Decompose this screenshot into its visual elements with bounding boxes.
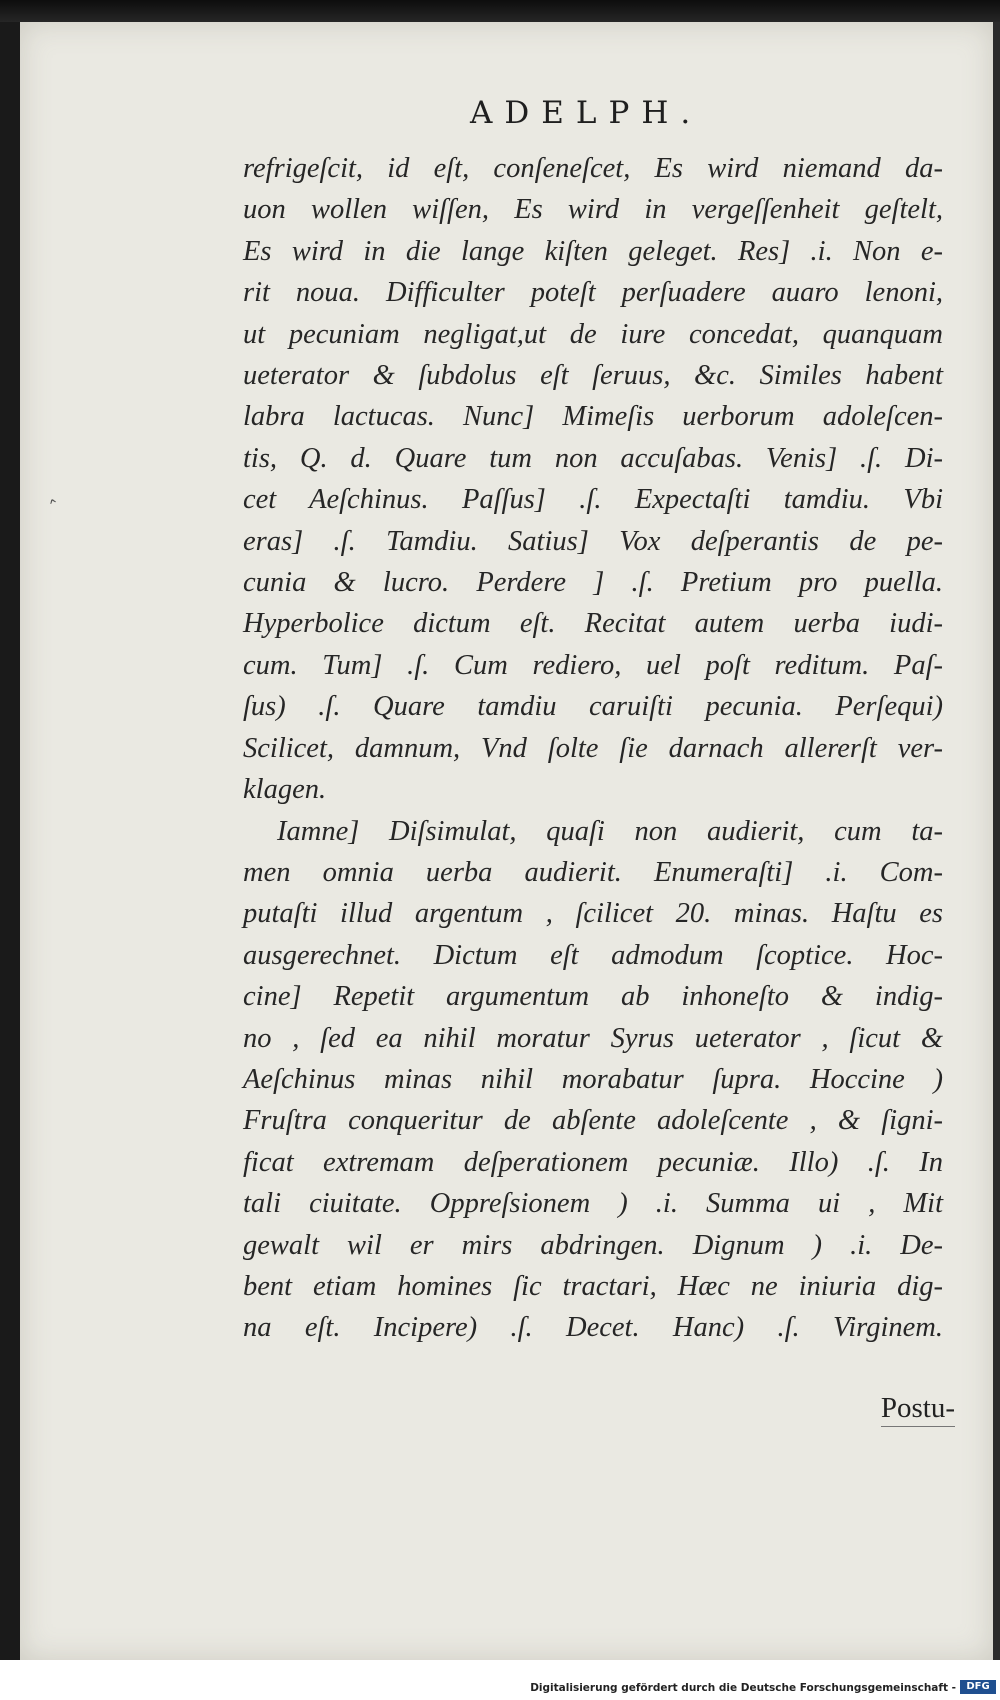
text-line: ficat extremam deſperationem pecuniæ. Illo) .ſ. In [243,1146,943,1178]
text-line: gewalt wil er mirs abdringen. Dignum ) .i. De- [243,1229,943,1261]
digitization-credit: Digitalisierung gefördert durch die Deutsche Forschungsgemeinschaft - [530,1682,956,1694]
running-head: ADELPH. [470,95,703,131]
text-line: tis, Q. d. Quare tum non accuſabas. Venis] .ſ. Di- [243,442,943,474]
text-line: Es wird in die lange kiſten geleget. Res] .i. Non e- [243,235,943,267]
text-line: ut pecuniam negligat,ut de iure concedat, quanquam [243,318,943,350]
text-line: putaſti illud argentum , ſcilicet 20. minas. Haſtu es [243,898,943,930]
page-edge [993,22,1000,1660]
text-line: cum. Tum] .ſ. Cum rediero, uel poſt reditum. Paſ- [243,649,943,681]
commentary-text [243,148,943,1349]
text-line: cunia & lucro. Perdere ] .ſ. Pretium pro puella. [243,567,943,599]
text-line: Aeſchinus minas nihil morabatur ſupra. Hoccine ) [243,1063,943,1095]
text-line: Iamne] Diſsimulat, quaſi non audierit, cum ta- [277,815,943,847]
catchword: Postu- [881,1392,955,1427]
text-line: no , ſed ea nihil moratur Syrus ueterator , ſicut & [243,1022,943,1054]
text-line: tali ciuitate. Oppreſsionem ) .i. Summa ui , Mit [243,1188,943,1220]
text-line: ueterator & ſubdolus eſt ſeruus, &c. Similes habent [243,360,943,392]
footer-bar [0,1660,1000,1700]
text-line: refrigeſcit, id eſt, conſeneſcet, Es wird niemand da- [243,153,943,184]
text-line: men omnia uerba audierit. Enumeraſti] .i. Com- [243,856,943,888]
text-line: eras] .ſ. Tamdiu. Satius] Vox deſperantis de pe- [243,525,943,557]
scan-top-shadow [0,0,1000,22]
text-line: bent etiam homines ſic tractari, Hæc ne iniuria dig- [243,1270,943,1302]
text-line: Scilicet, damnum, Vnd ſolte ſie darnach allererſt ver- [243,732,943,764]
text-line: uon wollen wiſſen, Es wird in vergeſſenheit geſtelt, [243,194,943,226]
text-line: klagen. [243,774,327,806]
text-line: cine] Repetit argumentum ab inhoneſto & indig- [243,981,943,1013]
text-line: ausgerechnet. Dictum eſt admodum ſcoptice. Hoc- [243,939,943,971]
text-line: cet Aeſchinus. Paſſus] .ſ. Expectaſti tamdiu. Vbi [243,484,943,516]
catchword-container [845,1392,955,1425]
text-line: Fruſtra conqueritur de abſente adoleſcente , & ſigni- [243,1105,943,1137]
text-line: ſus) .ſ. Quare tamdiu caruiſti pecunia. Perſequi) [243,691,943,723]
text-line: Hyperbolice dictum eſt. Recitat autem uerba iudi- [243,608,943,640]
dfg-logo: DFG [960,1680,996,1694]
margin-mark: ˆ [46,495,64,521]
text-line: na eſt. Incipere) .ſ. Decet. Hanc) .ſ. Virginem. [243,1312,943,1344]
text-line: labra lactucas. Nunc] Mimeſis uerborum adoleſcen- [243,401,943,433]
text-line: rit noua. Difficulter poteſt perſuadere auaro lenoni, [243,277,943,309]
